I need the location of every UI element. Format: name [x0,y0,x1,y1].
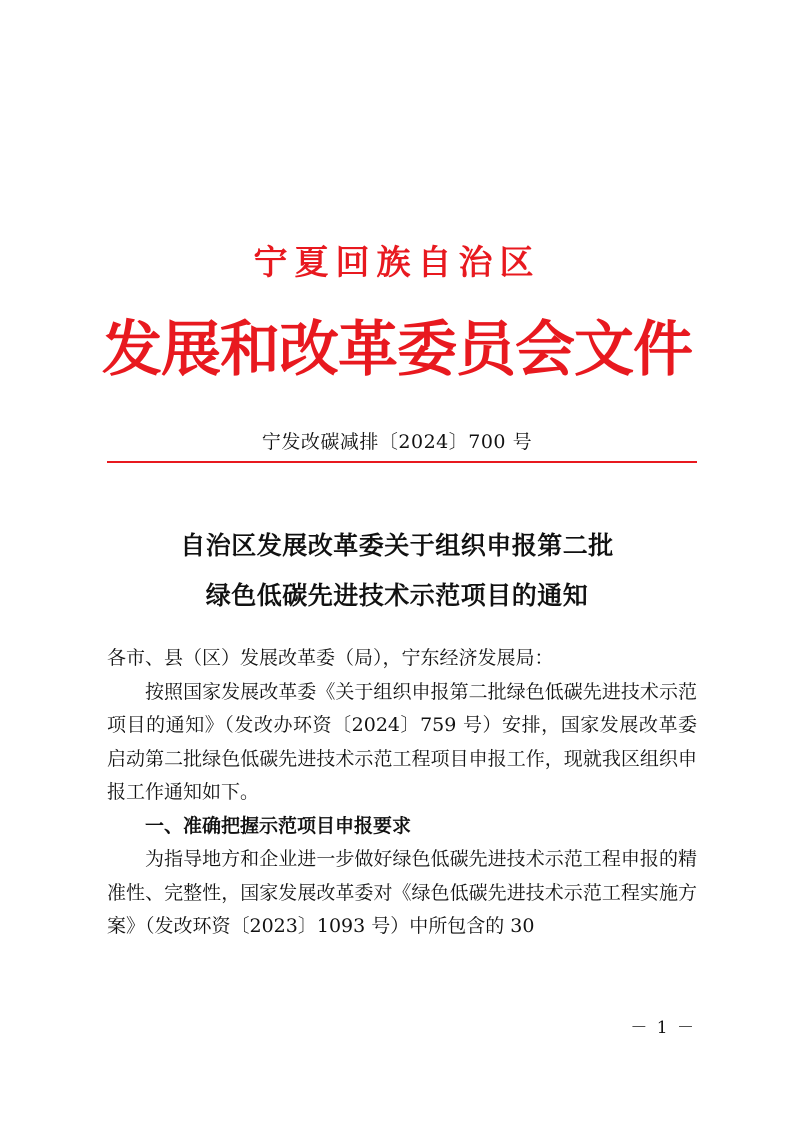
title-line-2: 绿色低碳先进技术示范项目的通知 [205,581,589,610]
document-title [0,521,794,621]
page-number: － 1 － [630,1018,696,1038]
red-separator-line [107,461,697,463]
section-heading-1: 一、准确把握示范项目申报要求 [145,814,412,837]
salutation: 各市、县（区）发展改革委（局），宁东经济发展局： [107,647,554,669]
body-paragraph-2: 为指导地方和企业进一步做好绿色低碳先进技术示范工程申报的精准性、完整性，国家发展改革委对《绿色低碳先进技术示范工程实施方案》（发改环资〔2023〕1093 号）中所包含的 30 [107,848,697,937]
body-paragraph-1: 按照国家发展改革委《关于组织申报第二批绿色低碳先进技术示范项目的通知》（发改办环资〔2024〕759 号）安排，国家发展改革委启动第二批绿色低碳先进技术示范工程项目申报工作，现就我区组织申报工作通知如下。 [107,680,697,803]
issuer-name: 宁夏回族自治区 [253,243,541,283]
document-masthead: 发展和改革委员会文件 [102,315,692,385]
document-body [107,642,697,944]
title-line-1: 自治区发展改革委关于组织申报第二批 [180,531,614,560]
document-number: 宁发改碳减排〔2024〕700 号 [261,431,533,453]
